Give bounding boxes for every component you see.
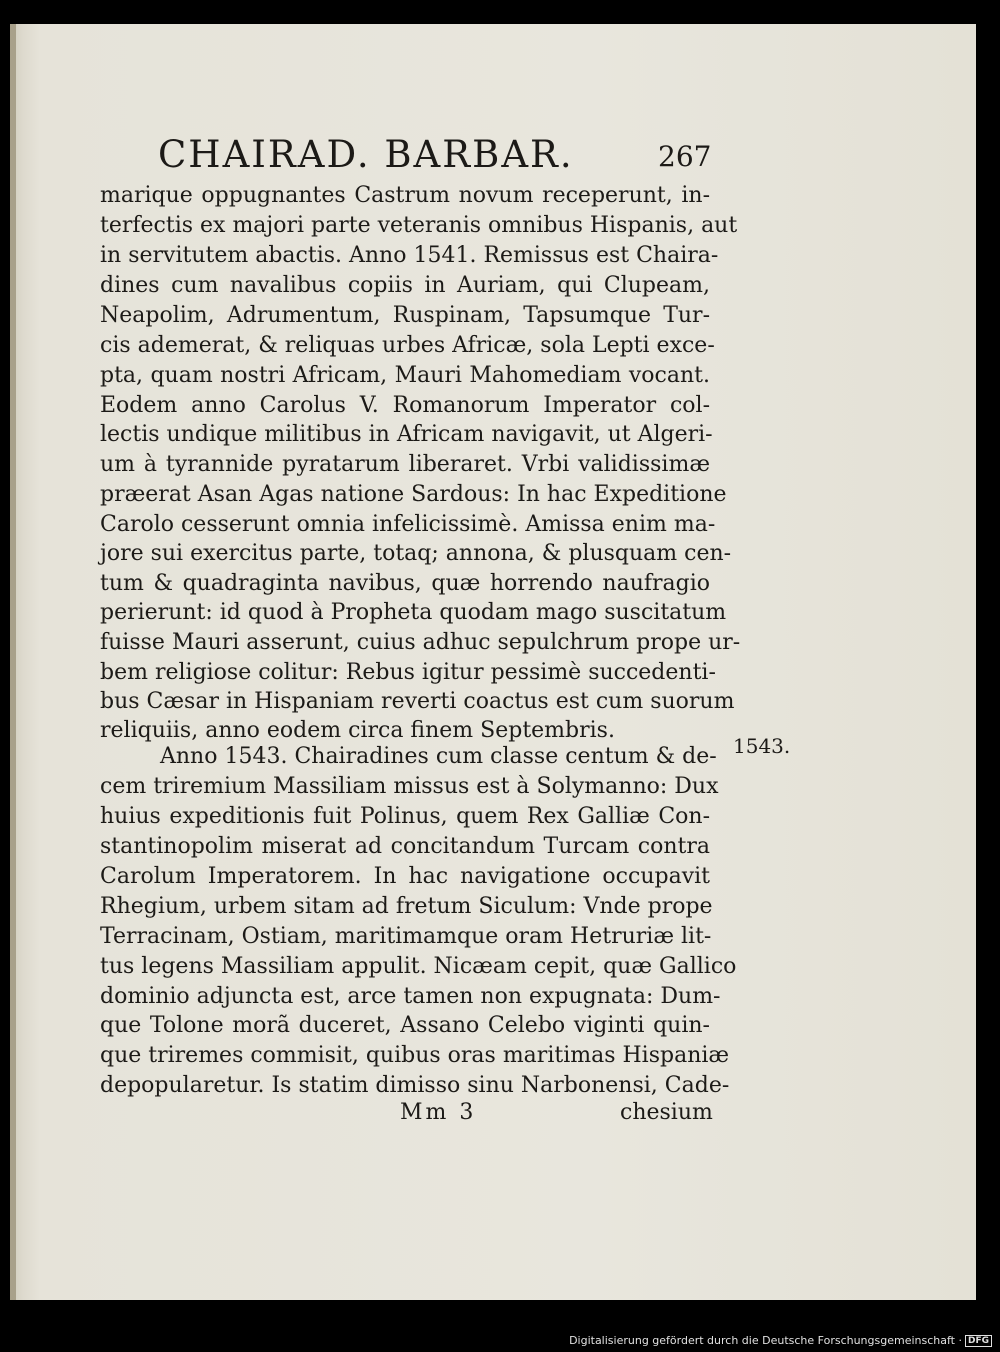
margin-note-year: 1543. (733, 734, 791, 758)
text-line: præerat Asan Agas natione Sardous: In hac Expeditione (100, 482, 727, 507)
text-line: tus legens Massiliam appulit. Nicæam cepit, quæ Gallico (100, 954, 737, 979)
text-line: Eodem anno Carolus V. Romanorum Imperator col- (100, 393, 710, 418)
text-line: lectis undique militibus in Africam navigavit, ut Algeri- (100, 422, 713, 447)
text-line: marique oppugnantes Castrum novum receperunt, in- (100, 183, 710, 208)
text-line: Carolo cesserunt omnia infelicissimè. Amissa enim ma- (100, 512, 716, 537)
text-line: in servitutem abactis. Anno 1541. Remissus est Chaira- (100, 243, 719, 268)
running-head: CHAIRAD. BARBAR. (158, 133, 574, 176)
text-line: stantinopolim miserat ad concitandum Turcam contra (100, 834, 710, 859)
text-line: Carolum Imperatorem. In hac navigatione occupavit (100, 864, 710, 889)
text-line: fuisse Mauri asserunt, cuius adhuc sepulchrum prope ur- (100, 630, 741, 655)
text-line: pta, quam nostri Africam, Mauri Mahomediam vocant. (100, 363, 710, 388)
text-line: Neapolim, Adrumentum, Ruspinam, Tapsumque Tur- (100, 303, 710, 328)
text-line: Anno 1543. Chairadines cum classe centum & de- (160, 744, 717, 769)
text-line: tum & quadraginta navibus, quæ horrendo naufragio (100, 571, 710, 596)
catchword: chesium (620, 1100, 713, 1125)
text-line: cem triremium Massiliam missus est à Solymanno: Dux (100, 774, 719, 799)
page-edge (10, 24, 16, 1300)
dfg-logo: DFG (965, 1335, 992, 1347)
text-line: jore sui exercitus parte, totaq; annona, & plusquam cen- (100, 541, 732, 566)
text-line: perierunt: id quod à Propheta quodam mago suscitatum (100, 600, 727, 625)
text-line: cis ademerat, & reliquas urbes Africæ, sola Lepti exce- (100, 333, 715, 358)
text-line: que triremes commisit, quibus oras maritimas Hispaniæ (100, 1043, 730, 1068)
text-line: que Tolone morã duceret, Assano Celebo viginti quin- (100, 1013, 710, 1038)
text-line: Rhegium, urbem sitam ad fretum Siculum: Vnde prope (100, 894, 713, 919)
text-line: bem religiose colitur: Rebus igitur pessimè succedenti- (100, 660, 716, 685)
page-number: 267 (658, 140, 712, 173)
text-line: reliquiis, anno eodem circa finem Septembris. (100, 718, 615, 743)
text-line: bus Cæsar in Hispaniam reverti coactus est cum suorum (100, 689, 735, 714)
credit-text: Digitalisierung gefördert durch die Deutsche Forschungsgemeinschaft · (569, 1334, 962, 1347)
text-line: dines cum navalibus copiis in Auriam, qui Clupeam, (100, 273, 710, 298)
text-line: terfectis ex majori parte veteranis omnibus Hispanis, aut (100, 213, 738, 238)
text-line: depopularetur. Is statim dimisso sinu Narbonensi, Cade- (100, 1073, 730, 1098)
text-line: Terracinam, Ostiam, maritimamque oram Hetruriæ lit- (100, 924, 712, 949)
digitization-credit (569, 1334, 992, 1347)
text-line: dominio adjuncta est, arce tamen non expugnata: Dum- (100, 984, 721, 1009)
text-line: um à tyrannide pyratarum liberaret. Vrbi validissimæ (100, 452, 710, 477)
signature-mark: Mm 3 (400, 1100, 477, 1125)
text-line: huius expeditionis fuit Polinus, quem Rex Galliæ Con- (100, 804, 710, 829)
